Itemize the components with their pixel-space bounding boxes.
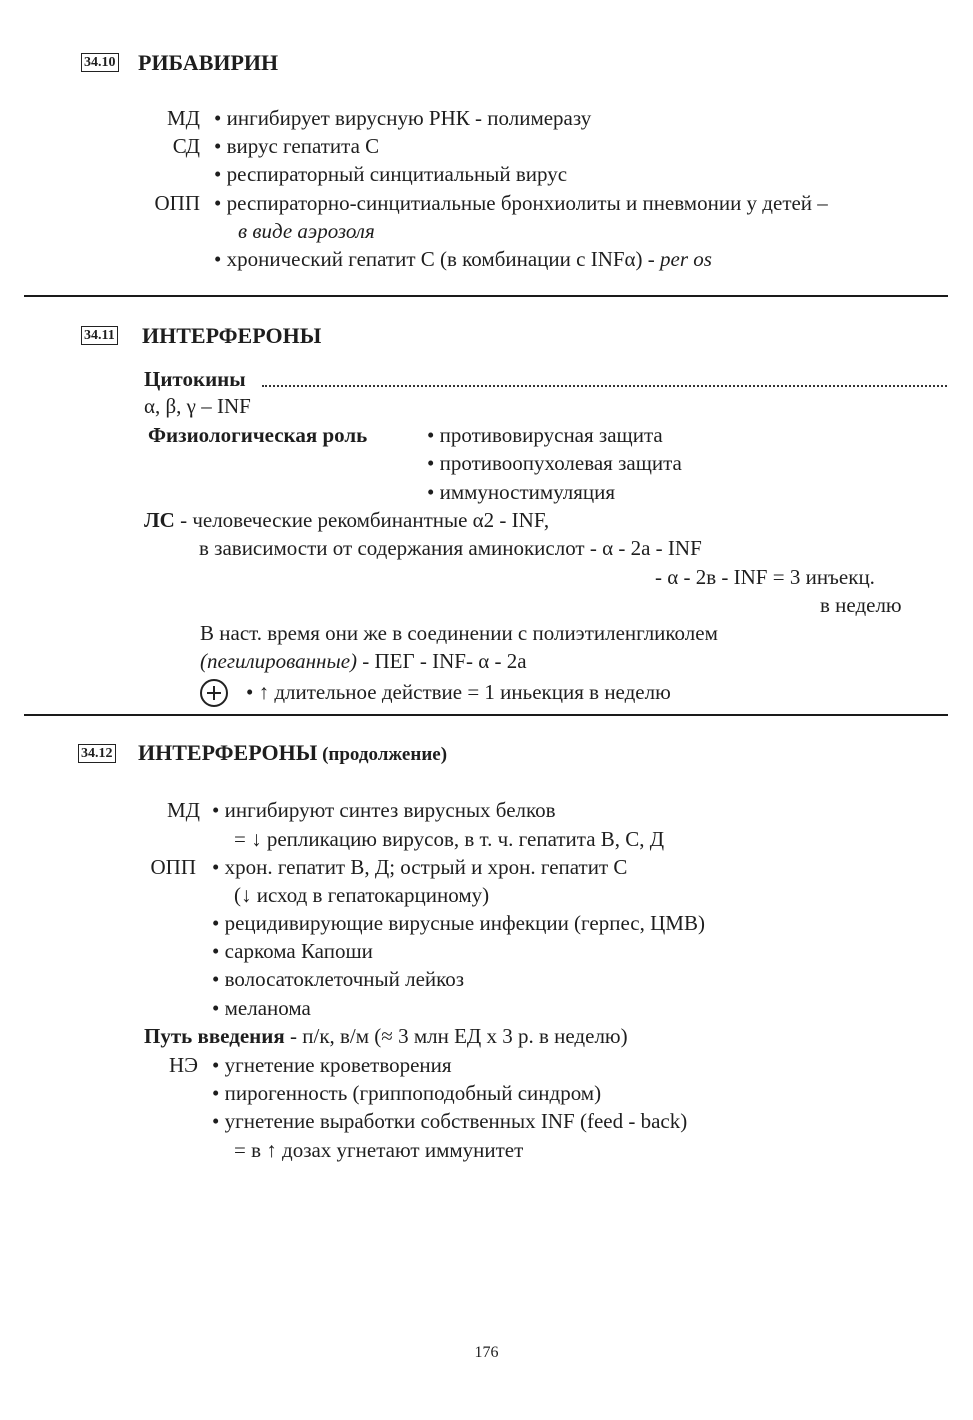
section-title: ИНТЕРФЕРОНЫ bbox=[142, 323, 322, 348]
md-label: МД bbox=[167, 106, 200, 130]
section-number-box: 34.12 bbox=[78, 744, 116, 763]
alpha2b-line: - α - 2в - INF = 3 инъекц. bbox=[655, 565, 875, 589]
list-item-continuation: = в ↑ дозах угнетают иммунитет bbox=[234, 1138, 524, 1162]
pegylated-line bbox=[200, 651, 527, 672]
drugs-label: ЛС bbox=[144, 508, 175, 532]
advantage-text: • ↑ длительное действие = 1 иньекция в неделю bbox=[246, 680, 671, 704]
pegylated-intro: В наст. время они же в соединении с полиэтиленгликолем bbox=[200, 621, 718, 645]
pegylated-text: - ПЕГ - INF- α - 2а bbox=[357, 649, 527, 673]
list-item: • хрон. гепатит В, Д; острый и хрон. гепатит С bbox=[212, 855, 628, 879]
sd-label: СД bbox=[172, 134, 200, 158]
section-title bbox=[138, 742, 447, 764]
plus-circle-icon bbox=[200, 679, 228, 707]
cytokines-heading: Цитокины bbox=[144, 367, 246, 391]
list-item: • пирогенность (гриппоподобный синдром) bbox=[212, 1081, 602, 1105]
list-item-continuation: = ↓ репликацию вирусов, в т. ч. гепатита В, С, Д bbox=[234, 827, 665, 851]
list-item: • саркома Капоши bbox=[212, 939, 373, 963]
drugs-line bbox=[144, 510, 549, 531]
list-item: • угнетение выработки собственных INF (feed - back) bbox=[212, 1109, 688, 1133]
section-number-box: 34.10 bbox=[81, 53, 119, 72]
list-item: • противовирусная защита bbox=[427, 423, 663, 447]
list-item bbox=[214, 249, 712, 270]
note: per os bbox=[660, 247, 712, 271]
section-number-box: 34.11 bbox=[81, 326, 118, 345]
list-item: • волосатоклеточный лейкоз bbox=[212, 967, 465, 991]
list-item: • ингибирует вирусную РНК - полимеразу bbox=[214, 106, 592, 130]
section-divider bbox=[24, 295, 948, 297]
section-divider bbox=[24, 714, 948, 716]
ne-label: НЭ bbox=[168, 1053, 198, 1077]
section-title-main: ИНТЕРФЕРОНЫ bbox=[138, 740, 318, 765]
list-item-continuation: (↓ исход в гепатокарциному) bbox=[234, 883, 490, 907]
route-label: Путь введения bbox=[144, 1024, 285, 1048]
section-title-sub: (продолжение) bbox=[317, 744, 448, 765]
page-number: 176 bbox=[474, 1344, 499, 1361]
section-title: РИБАВИРИН bbox=[138, 50, 279, 75]
per-week: в неделю bbox=[820, 593, 902, 617]
opp-label: ОПП bbox=[150, 855, 196, 879]
list-item: • угнетение кроветворения bbox=[212, 1053, 452, 1077]
list-item: • рецидивирующие вирусные инфекции (герпес, ЦМВ) bbox=[212, 911, 705, 935]
physiological-role-label: Физиологическая роль bbox=[148, 423, 368, 447]
amino-line: в зависимости от содержания аминокислот - α - 2а - INF bbox=[199, 536, 702, 560]
opp-label: ОПП bbox=[154, 191, 200, 215]
note: в виде аэрозоля bbox=[238, 219, 375, 243]
list-item: • противоопухолевая защита bbox=[427, 451, 682, 475]
list-item: • меланома bbox=[212, 996, 311, 1020]
dotted-leader bbox=[262, 385, 947, 387]
route-text: - п/к, в/м (≈ 3 млн ЕД х 3 р. в неделю) bbox=[284, 1024, 628, 1048]
route-line bbox=[144, 1026, 628, 1047]
list-item: • респираторно-синцитиальные бронхиолиты и пневмонии у детей – bbox=[214, 191, 828, 215]
list-item: • ингибируют синтез вирусных белков bbox=[212, 798, 556, 822]
interferon-types: α, β, γ – INF bbox=[144, 394, 251, 418]
note: (пегилированные) bbox=[200, 649, 358, 673]
list-item: • респираторный синцитиальный вирус bbox=[214, 162, 568, 186]
list-item: • вирус гепатита С bbox=[214, 134, 380, 158]
drugs-text: - человеческие рекомбинантные α2 - INF, bbox=[174, 508, 550, 532]
md-label: МД bbox=[167, 798, 200, 822]
list-item-text: • хронический гепатит С (в комбинации с INFα) - bbox=[214, 247, 661, 271]
list-item: • иммуностимуляция bbox=[427, 480, 616, 504]
